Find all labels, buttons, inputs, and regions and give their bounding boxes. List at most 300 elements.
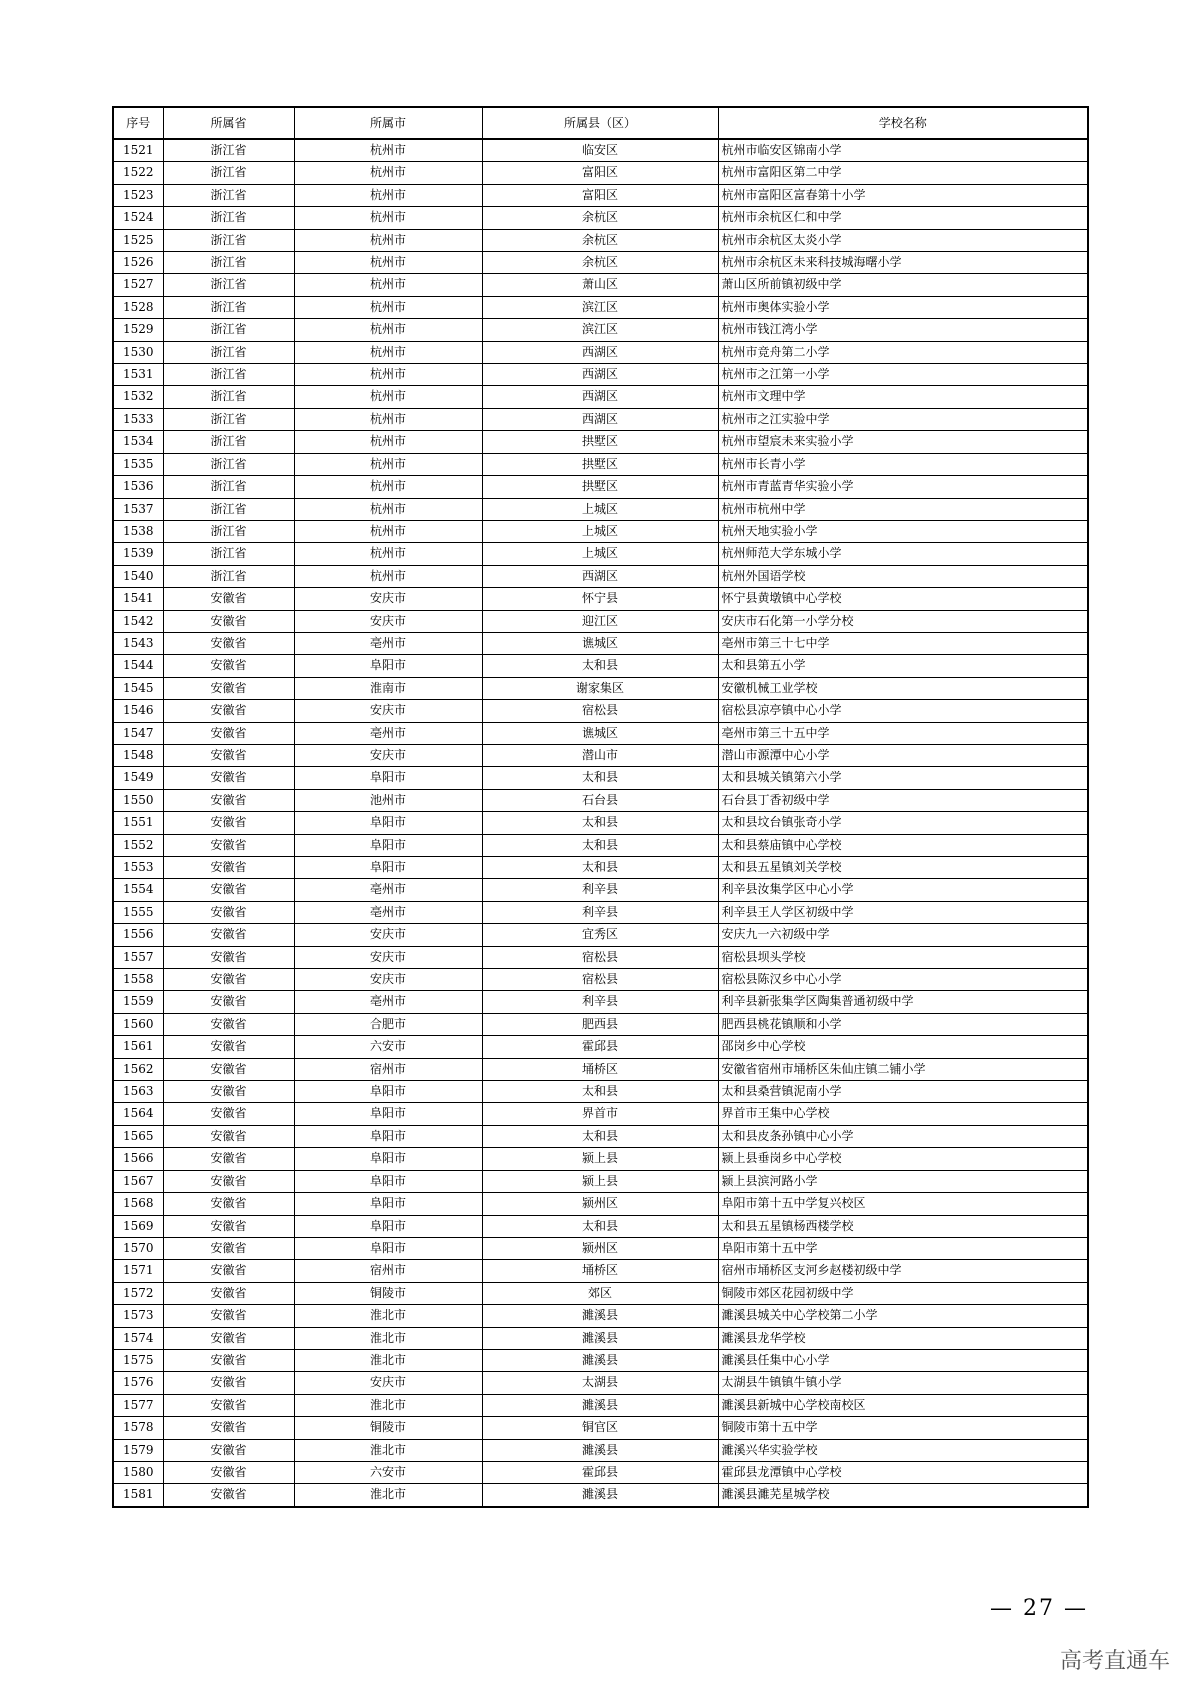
table-row	[113, 946, 1088, 968]
table-row	[113, 162, 1088, 184]
cell-serial: 1533	[113, 408, 163, 430]
cell-school: 杭州市余杭区太炎小学	[718, 229, 1088, 251]
cell-school: 亳州市第三十五中学	[718, 722, 1088, 744]
cell-city: 杭州市	[294, 207, 482, 229]
cell-serial: 1545	[113, 677, 163, 699]
cell-city: 杭州市	[294, 498, 482, 520]
cell-school: 杭州市富阳区富春第十小学	[718, 184, 1088, 206]
table-row	[113, 632, 1088, 654]
cell-province: 浙江省	[163, 229, 294, 251]
cell-county: 拱墅区	[482, 431, 718, 453]
table-row	[113, 476, 1088, 498]
cell-county: 西湖区	[482, 364, 718, 386]
cell-county: 郊区	[482, 1282, 718, 1304]
cell-province: 安徽省	[163, 767, 294, 789]
cell-school: 宿州市埇桥区支河乡赵楼初级中学	[718, 1260, 1088, 1282]
cell-school: 宿松县凉亭镇中心小学	[718, 700, 1088, 722]
table-row	[113, 767, 1088, 789]
cell-county: 濉溪县	[482, 1439, 718, 1461]
cell-serial: 1579	[113, 1439, 163, 1461]
cell-county: 铜官区	[482, 1417, 718, 1439]
cell-school: 阜阳市第十五中学复兴校区	[718, 1193, 1088, 1215]
table-row	[113, 1193, 1088, 1215]
table-row	[113, 274, 1088, 296]
cell-county: 颍州区	[482, 1237, 718, 1259]
cell-province: 浙江省	[163, 364, 294, 386]
cell-serial: 1560	[113, 1013, 163, 1035]
cell-county: 谯城区	[482, 632, 718, 654]
cell-school: 太和县城关镇第六小学	[718, 767, 1088, 789]
cell-city: 阜阳市	[294, 1237, 482, 1259]
cell-school: 利辛县汝集学区中心小学	[718, 879, 1088, 901]
cell-province: 浙江省	[163, 543, 294, 565]
cell-city: 杭州市	[294, 520, 482, 542]
cell-school: 杭州外国语学校	[718, 565, 1088, 587]
cell-school: 太和县坟台镇张奇小学	[718, 812, 1088, 834]
cell-province: 安徽省	[163, 879, 294, 901]
cell-school: 肥西县桃花镇顺和小学	[718, 1013, 1088, 1035]
table-row	[113, 1125, 1088, 1147]
cell-serial: 1542	[113, 610, 163, 632]
cell-serial: 1571	[113, 1260, 163, 1282]
cell-province: 安徽省	[163, 1058, 294, 1080]
cell-serial: 1568	[113, 1193, 163, 1215]
cell-city: 阜阳市	[294, 1103, 482, 1125]
cell-city: 杭州市	[294, 431, 482, 453]
cell-county: 石台县	[482, 789, 718, 811]
cell-serial: 1536	[113, 476, 163, 498]
cell-province: 安徽省	[163, 834, 294, 856]
cell-school: 濉溪县龙华学校	[718, 1327, 1088, 1349]
cell-serial: 1550	[113, 789, 163, 811]
cell-province: 浙江省	[163, 252, 294, 274]
cell-city: 亳州市	[294, 879, 482, 901]
table-row	[113, 1282, 1088, 1304]
cell-school: 杭州市长青小学	[718, 453, 1088, 475]
cell-county: 利辛县	[482, 879, 718, 901]
cell-serial: 1572	[113, 1282, 163, 1304]
cell-province: 安徽省	[163, 1439, 294, 1461]
header-county: 所属县（区）	[482, 107, 718, 139]
cell-school: 宿松县陈汉乡中心小学	[718, 969, 1088, 991]
table-row	[113, 341, 1088, 363]
cell-province: 安徽省	[163, 1260, 294, 1282]
cell-county: 濉溪县	[482, 1305, 718, 1327]
cell-county: 利辛县	[482, 901, 718, 923]
cell-county: 太和县	[482, 767, 718, 789]
cell-province: 安徽省	[163, 1349, 294, 1371]
cell-county: 霍邱县	[482, 1461, 718, 1483]
cell-city: 杭州市	[294, 296, 482, 318]
table-row	[113, 991, 1088, 1013]
cell-province: 安徽省	[163, 857, 294, 879]
table-row	[113, 1058, 1088, 1080]
table-row	[113, 229, 1088, 251]
cell-city: 阜阳市	[294, 857, 482, 879]
cell-serial: 1540	[113, 565, 163, 587]
cell-province: 安徽省	[163, 1461, 294, 1483]
cell-province: 安徽省	[163, 677, 294, 699]
cell-serial: 1543	[113, 632, 163, 654]
cell-serial: 1535	[113, 453, 163, 475]
cell-province: 浙江省	[163, 386, 294, 408]
table-row	[113, 1036, 1088, 1058]
cell-serial: 1552	[113, 834, 163, 856]
cell-city: 杭州市	[294, 274, 482, 296]
cell-county: 西湖区	[482, 565, 718, 587]
cell-school: 濉溪兴华实验学校	[718, 1439, 1088, 1461]
cell-city: 铜陵市	[294, 1417, 482, 1439]
table-row	[113, 1081, 1088, 1103]
cell-county: 西湖区	[482, 386, 718, 408]
cell-city: 亳州市	[294, 722, 482, 744]
table-row	[113, 812, 1088, 834]
cell-school: 濉溪县城关中心学校第二小学	[718, 1305, 1088, 1327]
cell-serial: 1522	[113, 162, 163, 184]
table-row	[113, 364, 1088, 386]
cell-school: 铜陵市郊区花园初级中学	[718, 1282, 1088, 1304]
cell-serial: 1549	[113, 767, 163, 789]
cell-city: 淮北市	[294, 1394, 482, 1416]
cell-city: 淮北市	[294, 1349, 482, 1371]
cell-school: 太和县第五小学	[718, 655, 1088, 677]
cell-county: 颍上县	[482, 1170, 718, 1192]
cell-province: 安徽省	[163, 1170, 294, 1192]
cell-school: 杭州市奥体实验小学	[718, 296, 1088, 318]
cell-province: 浙江省	[163, 274, 294, 296]
cell-city: 六安市	[294, 1036, 482, 1058]
table-row	[113, 565, 1088, 587]
cell-serial: 1563	[113, 1081, 163, 1103]
cell-serial: 1534	[113, 431, 163, 453]
cell-city: 铜陵市	[294, 1282, 482, 1304]
table-row	[113, 610, 1088, 632]
header-province: 所属省	[163, 107, 294, 139]
cell-county: 拱墅区	[482, 476, 718, 498]
cell-province: 安徽省	[163, 1215, 294, 1237]
cell-province: 安徽省	[163, 1327, 294, 1349]
cell-serial: 1581	[113, 1484, 163, 1507]
school-list-table	[112, 106, 1089, 1508]
cell-province: 浙江省	[163, 565, 294, 587]
cell-county: 滨江区	[482, 319, 718, 341]
cell-school: 宿松县坝头学校	[718, 946, 1088, 968]
cell-province: 浙江省	[163, 341, 294, 363]
cell-school: 杭州市竞舟第二小学	[718, 341, 1088, 363]
cell-serial: 1530	[113, 341, 163, 363]
cell-county: 濉溪县	[482, 1394, 718, 1416]
cell-city: 六安市	[294, 1461, 482, 1483]
cell-province: 安徽省	[163, 655, 294, 677]
cell-school: 萧山区所前镇初级中学	[718, 274, 1088, 296]
cell-serial: 1547	[113, 722, 163, 744]
table-row	[113, 1305, 1088, 1327]
cell-serial: 1532	[113, 386, 163, 408]
cell-serial: 1553	[113, 857, 163, 879]
cell-county: 太和县	[482, 1125, 718, 1147]
cell-serial: 1574	[113, 1327, 163, 1349]
cell-school: 太和县桑营镇泥南小学	[718, 1081, 1088, 1103]
cell-serial: 1528	[113, 296, 163, 318]
table-body	[113, 139, 1088, 1507]
cell-province: 安徽省	[163, 722, 294, 744]
cell-school: 杭州市临安区锦南小学	[718, 139, 1088, 162]
cell-province: 安徽省	[163, 1237, 294, 1259]
cell-city: 杭州市	[294, 139, 482, 162]
cell-city: 淮北市	[294, 1484, 482, 1507]
cell-school: 安徽机械工业学校	[718, 677, 1088, 699]
cell-serial: 1576	[113, 1372, 163, 1394]
table-row	[113, 184, 1088, 206]
cell-school: 杭州师范大学东城小学	[718, 543, 1088, 565]
table-row	[113, 498, 1088, 520]
cell-province: 安徽省	[163, 1103, 294, 1125]
cell-city: 阜阳市	[294, 812, 482, 834]
cell-city: 淮北市	[294, 1305, 482, 1327]
cell-province: 安徽省	[163, 1417, 294, 1439]
table-row	[113, 901, 1088, 923]
cell-city: 安庆市	[294, 924, 482, 946]
cell-province: 浙江省	[163, 296, 294, 318]
cell-province: 安徽省	[163, 1394, 294, 1416]
cell-school: 杭州市望宸未来实验小学	[718, 431, 1088, 453]
cell-county: 临安区	[482, 139, 718, 162]
cell-city: 杭州市	[294, 364, 482, 386]
cell-county: 萧山区	[482, 274, 718, 296]
cell-province: 安徽省	[163, 1013, 294, 1035]
cell-province: 安徽省	[163, 1305, 294, 1327]
cell-county: 潜山市	[482, 744, 718, 766]
cell-county: 濉溪县	[482, 1484, 718, 1507]
cell-county: 上城区	[482, 543, 718, 565]
header-city: 所属市	[294, 107, 482, 139]
cell-province: 安徽省	[163, 1372, 294, 1394]
cell-serial: 1561	[113, 1036, 163, 1058]
cell-serial: 1573	[113, 1305, 163, 1327]
cell-serial: 1538	[113, 520, 163, 542]
table-row	[113, 700, 1088, 722]
cell-school: 颍上县垂岗乡中心学校	[718, 1148, 1088, 1170]
cell-school: 杭州市钱江湾小学	[718, 319, 1088, 341]
table-row	[113, 879, 1088, 901]
table-row	[113, 1439, 1088, 1461]
cell-province: 浙江省	[163, 453, 294, 475]
cell-serial: 1521	[113, 139, 163, 162]
cell-province: 安徽省	[163, 946, 294, 968]
cell-county: 太和县	[482, 655, 718, 677]
watermark-text: 高考直通车	[1060, 1649, 1171, 1674]
cell-serial: 1559	[113, 991, 163, 1013]
cell-county: 埇桥区	[482, 1260, 718, 1282]
cell-serial: 1554	[113, 879, 163, 901]
cell-province: 安徽省	[163, 901, 294, 923]
cell-province: 浙江省	[163, 431, 294, 453]
cell-city: 亳州市	[294, 901, 482, 923]
cell-city: 阜阳市	[294, 1125, 482, 1147]
cell-school: 杭州市余杭区仁和中学	[718, 207, 1088, 229]
cell-city: 阜阳市	[294, 834, 482, 856]
cell-serial: 1575	[113, 1349, 163, 1371]
cell-school: 杭州市富阳区第二中学	[718, 162, 1088, 184]
cell-school: 太和县皮条孙镇中心小学	[718, 1125, 1088, 1147]
table-row	[113, 1237, 1088, 1259]
header-school: 学校名称	[718, 107, 1088, 139]
cell-school: 安庆九一六初级中学	[718, 924, 1088, 946]
cell-county: 余杭区	[482, 252, 718, 274]
cell-county: 埇桥区	[482, 1058, 718, 1080]
cell-province: 安徽省	[163, 1081, 294, 1103]
table-row	[113, 722, 1088, 744]
cell-province: 安徽省	[163, 969, 294, 991]
cell-county: 肥西县	[482, 1013, 718, 1035]
cell-province: 安徽省	[163, 1125, 294, 1147]
cell-county: 富阳区	[482, 162, 718, 184]
cell-city: 杭州市	[294, 543, 482, 565]
table-header-row	[113, 107, 1088, 139]
table-row	[113, 588, 1088, 610]
cell-province: 安徽省	[163, 632, 294, 654]
cell-serial: 1527	[113, 274, 163, 296]
table-row	[113, 408, 1088, 430]
cell-county: 霍邱县	[482, 1036, 718, 1058]
page-number: — 27 —	[990, 1596, 1088, 1621]
header-serial: 序号	[113, 107, 163, 139]
cell-city: 杭州市	[294, 319, 482, 341]
cell-city: 杭州市	[294, 252, 482, 274]
cell-serial: 1523	[113, 184, 163, 206]
table-row	[113, 386, 1088, 408]
cell-county: 太和县	[482, 857, 718, 879]
cell-serial: 1529	[113, 319, 163, 341]
cell-province: 浙江省	[163, 319, 294, 341]
table-row	[113, 924, 1088, 946]
cell-city: 淮南市	[294, 677, 482, 699]
table-row	[113, 1461, 1088, 1483]
cell-province: 安徽省	[163, 744, 294, 766]
table-row	[113, 1215, 1088, 1237]
cell-school: 杭州市青蓝青华实验小学	[718, 476, 1088, 498]
cell-province: 安徽省	[163, 1193, 294, 1215]
cell-city: 杭州市	[294, 565, 482, 587]
cell-school: 界首市王集中心学校	[718, 1103, 1088, 1125]
cell-city: 安庆市	[294, 744, 482, 766]
table-row	[113, 1327, 1088, 1349]
table-row	[113, 1372, 1088, 1394]
cell-county: 滨江区	[482, 296, 718, 318]
cell-province: 安徽省	[163, 812, 294, 834]
cell-county: 宜秀区	[482, 924, 718, 946]
table-row	[113, 1148, 1088, 1170]
cell-province: 安徽省	[163, 789, 294, 811]
cell-county: 濉溪县	[482, 1327, 718, 1349]
cell-serial: 1526	[113, 252, 163, 274]
cell-city: 安庆市	[294, 700, 482, 722]
cell-county: 拱墅区	[482, 453, 718, 475]
cell-school: 阜阳市第十五中学	[718, 1237, 1088, 1259]
cell-city: 安庆市	[294, 946, 482, 968]
table-row	[113, 1484, 1088, 1507]
cell-city: 宿州市	[294, 1058, 482, 1080]
cell-serial: 1565	[113, 1125, 163, 1147]
cell-county: 太和县	[482, 1081, 718, 1103]
cell-serial: 1569	[113, 1215, 163, 1237]
cell-serial: 1555	[113, 901, 163, 923]
cell-county: 余杭区	[482, 229, 718, 251]
cell-city: 阜阳市	[294, 767, 482, 789]
cell-county: 西湖区	[482, 341, 718, 363]
cell-serial: 1525	[113, 229, 163, 251]
table-row	[113, 655, 1088, 677]
cell-province: 安徽省	[163, 1484, 294, 1507]
cell-school: 太和县五星镇杨西楼学校	[718, 1215, 1088, 1237]
cell-province: 安徽省	[163, 924, 294, 946]
cell-province: 浙江省	[163, 207, 294, 229]
cell-school: 铜陵市第十五中学	[718, 1417, 1088, 1439]
cell-city: 安庆市	[294, 1372, 482, 1394]
cell-province: 浙江省	[163, 498, 294, 520]
cell-county: 上城区	[482, 520, 718, 542]
cell-school: 霍邱县龙潭镇中心学校	[718, 1461, 1088, 1483]
cell-school: 怀宁县黄墩镇中心学校	[718, 588, 1088, 610]
cell-serial: 1541	[113, 588, 163, 610]
cell-school: 杭州市之江第一小学	[718, 364, 1088, 386]
cell-serial: 1562	[113, 1058, 163, 1080]
cell-city: 宿州市	[294, 1260, 482, 1282]
cell-city: 杭州市	[294, 408, 482, 430]
cell-province: 浙江省	[163, 139, 294, 162]
cell-county: 颍上县	[482, 1148, 718, 1170]
cell-serial: 1548	[113, 744, 163, 766]
cell-county: 西湖区	[482, 408, 718, 430]
cell-county: 余杭区	[482, 207, 718, 229]
cell-county: 怀宁县	[482, 588, 718, 610]
cell-province: 浙江省	[163, 476, 294, 498]
cell-school: 杭州市文理中学	[718, 386, 1088, 408]
cell-school: 邵岗乡中心学校	[718, 1036, 1088, 1058]
table-row	[113, 296, 1088, 318]
cell-city: 合肥市	[294, 1013, 482, 1035]
cell-city: 阜阳市	[294, 1215, 482, 1237]
table-row	[113, 834, 1088, 856]
table-row	[113, 1170, 1088, 1192]
cell-serial: 1556	[113, 924, 163, 946]
cell-school: 潜山市源潭中心小学	[718, 744, 1088, 766]
cell-county: 太和县	[482, 1215, 718, 1237]
table-row	[113, 453, 1088, 475]
cell-province: 安徽省	[163, 1036, 294, 1058]
cell-province: 浙江省	[163, 162, 294, 184]
cell-province: 安徽省	[163, 1148, 294, 1170]
cell-county: 宿松县	[482, 946, 718, 968]
table-row	[113, 789, 1088, 811]
cell-school: 杭州市余杭区未来科技城海曙小学	[718, 252, 1088, 274]
cell-serial: 1570	[113, 1237, 163, 1259]
cell-city: 淮北市	[294, 1327, 482, 1349]
cell-city: 阜阳市	[294, 1081, 482, 1103]
cell-province: 安徽省	[163, 1282, 294, 1304]
cell-county: 宿松县	[482, 700, 718, 722]
table-row	[113, 1103, 1088, 1125]
cell-county: 利辛县	[482, 991, 718, 1013]
cell-city: 杭州市	[294, 341, 482, 363]
cell-province: 浙江省	[163, 520, 294, 542]
cell-school: 利辛县新张集学区陶集普通初级中学	[718, 991, 1088, 1013]
cell-province: 安徽省	[163, 700, 294, 722]
table-row	[113, 139, 1088, 162]
cell-serial: 1551	[113, 812, 163, 834]
cell-school: 安庆市石化第一小学分校	[718, 610, 1088, 632]
cell-city: 杭州市	[294, 476, 482, 498]
